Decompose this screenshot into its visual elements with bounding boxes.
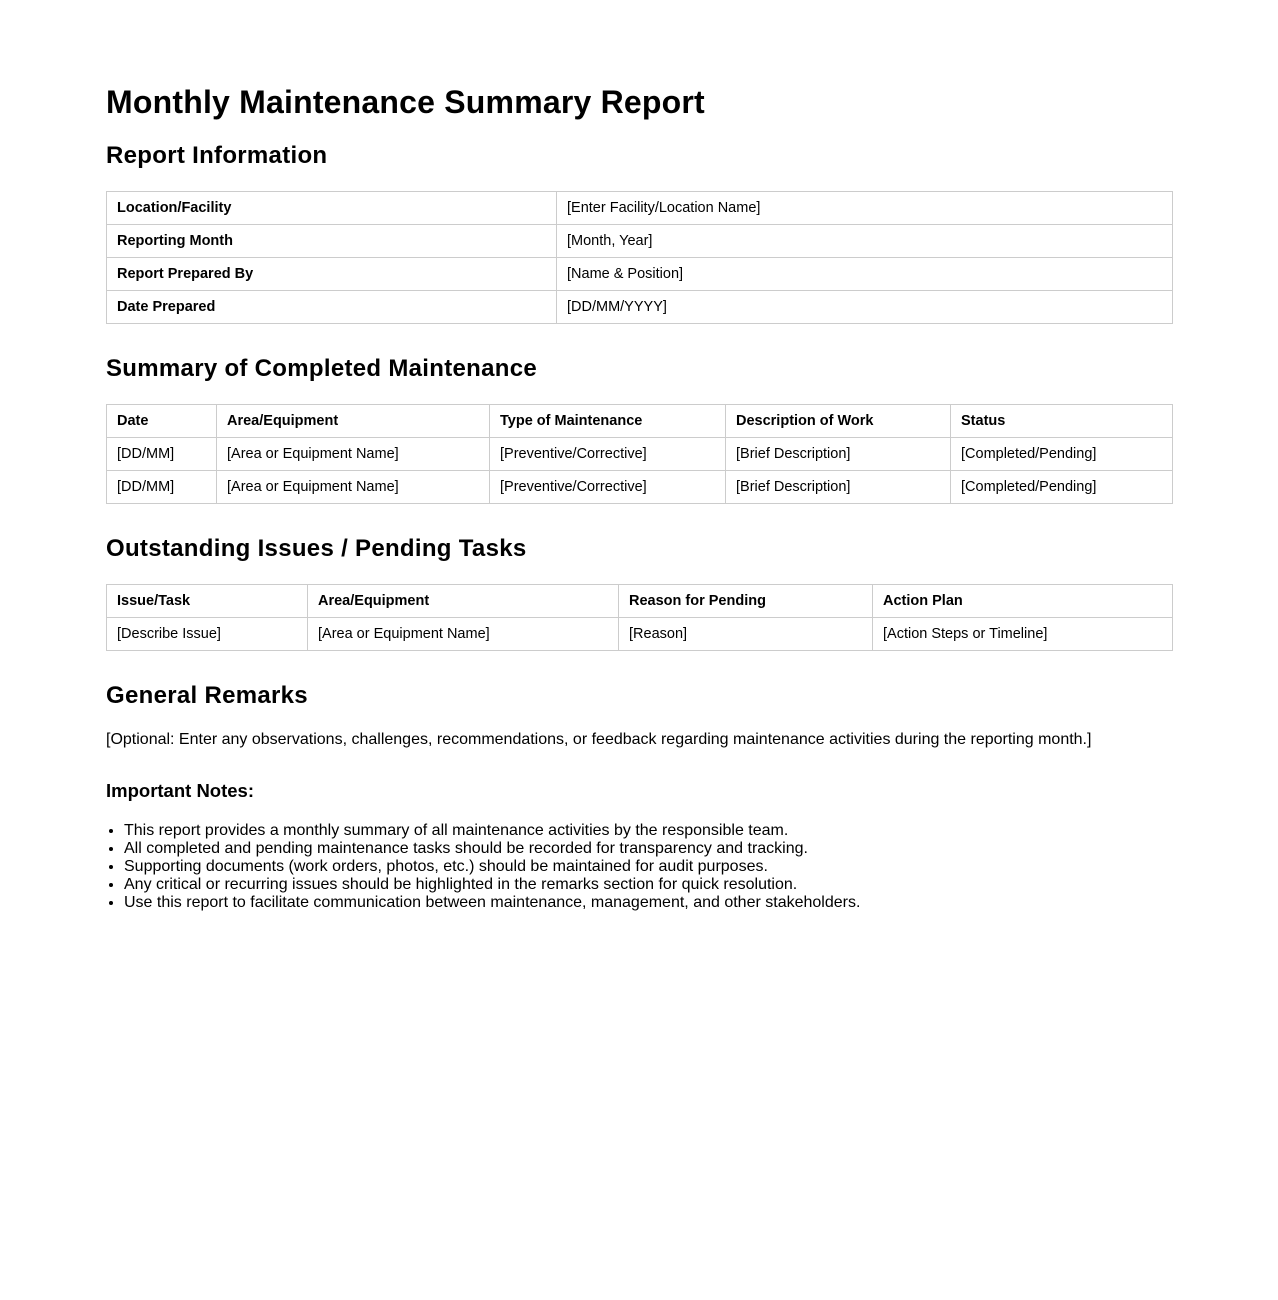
completed-maintenance-heading: Summary of Completed Maintenance (106, 355, 538, 382)
info-value[interactable]: [Month, Year] (557, 225, 1173, 258)
table-row (107, 618, 1173, 651)
cell-area-equipment[interactable]: [Area or Equipment Name] (217, 438, 490, 471)
cell-description[interactable]: [Brief Description] (726, 471, 951, 504)
table-row (107, 291, 1173, 324)
report-information-table (106, 191, 1173, 324)
cell-area-equipment[interactable]: [Area or Equipment Name] (308, 618, 619, 651)
table-row (107, 192, 1173, 225)
cell-area-equipment[interactable]: [Area or Equipment Name] (217, 471, 490, 504)
column-header-description: Description of Work (726, 405, 951, 438)
important-notes-heading: Important Notes: (106, 780, 254, 801)
table-row (107, 258, 1173, 291)
list-item: • This report provides a monthly summary of all maintenance activities by the responsible team. (124, 822, 1172, 840)
info-label: Date Prepared (107, 291, 557, 324)
column-header-area-equipment: Area/Equipment (308, 585, 619, 618)
outstanding-issues-heading: Outstanding Issues / Pending Tasks (106, 535, 527, 562)
completed-maintenance-table (106, 404, 1173, 504)
column-header-status: Status (951, 405, 1173, 438)
list-item: • All completed and pending maintenance tasks should be recorded for transparency and tracking. (124, 840, 1172, 858)
cell-type[interactable]: [Preventive/Corrective] (490, 471, 726, 504)
general-remarks-text[interactable]: [Optional: Enter any observations, challenges, recommendations, or feedback regarding maintenance activities during the reporting month.] (106, 731, 1092, 748)
column-header-date: Date (107, 405, 217, 438)
column-header-issue-task: Issue/Task (107, 585, 308, 618)
column-header-area-equipment: Area/Equipment (217, 405, 490, 438)
table-row (107, 438, 1173, 471)
cell-reason[interactable]: [Reason] (619, 618, 873, 651)
report-information-heading: Report Information (106, 142, 328, 169)
table-row (107, 225, 1173, 258)
info-label: Report Prepared By (107, 258, 557, 291)
cell-description[interactable]: [Brief Description] (726, 438, 951, 471)
cell-type[interactable]: [Preventive/Corrective] (490, 438, 726, 471)
column-header-type: Type of Maintenance (490, 405, 726, 438)
info-label: Reporting Month (107, 225, 557, 258)
cell-status[interactable]: [Completed/Pending] (951, 471, 1173, 504)
outstanding-issues-table (106, 584, 1173, 651)
list-item: • Any critical or recurring issues should be highlighted in the remarks section for quick resolution. (124, 876, 1172, 894)
table-row (107, 471, 1173, 504)
info-value[interactable]: [DD/MM/YYYY] (557, 291, 1173, 324)
cell-issue-task[interactable]: [Describe Issue] (107, 618, 308, 651)
list-item: • Supporting documents (work orders, photos, etc.) should be maintained for audit purposes. (124, 858, 1172, 876)
info-label: Location/Facility (107, 192, 557, 225)
list-item: • Use this report to facilitate communication between maintenance, management, and other stakeholders. (124, 894, 1172, 912)
info-value[interactable]: [Name & Position] (557, 258, 1173, 291)
column-header-action-plan: Action Plan (873, 585, 1173, 618)
column-header-reason: Reason for Pending (619, 585, 873, 618)
page-title: Monthly Maintenance Summary Report (106, 84, 705, 120)
cell-date[interactable]: [DD/MM] (107, 471, 217, 504)
general-remarks-heading: General Remarks (106, 682, 308, 709)
info-value[interactable]: [Enter Facility/Location Name] (557, 192, 1173, 225)
table-header-row (107, 405, 1173, 438)
table-header-row (107, 585, 1173, 618)
cell-date[interactable]: [DD/MM] (107, 438, 217, 471)
cell-action-plan[interactable]: [Action Steps or Timeline] (873, 618, 1173, 651)
important-notes-list (106, 822, 1172, 912)
cell-status[interactable]: [Completed/Pending] (951, 438, 1173, 471)
